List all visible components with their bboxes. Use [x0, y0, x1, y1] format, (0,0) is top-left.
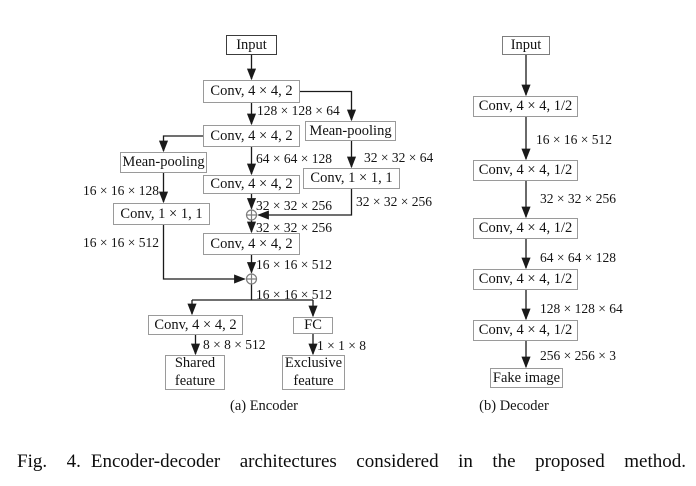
circled-plus-icon: [247, 274, 257, 284]
encoder-conv4-box: Conv, 4 × 4, 2: [203, 233, 300, 255]
decoder-input-box: Input: [502, 36, 550, 55]
decoder-conv3-box: Conv, 4 × 4, 1/2: [473, 218, 578, 239]
circled-plus-icon: [247, 210, 257, 220]
encoder-conv5-box: Conv, 4 × 4, 2: [148, 315, 243, 335]
dim-label-8x8x512: 8 × 8 × 512: [203, 337, 266, 352]
dim-label-64x64x128-dec: 64 × 64 × 128: [540, 250, 616, 265]
encoder-subcaption: (a) Encoder: [229, 398, 299, 414]
dim-label-256x256x3-dec: 256 × 256 × 3: [540, 348, 616, 363]
figure-caption-text: Encoder-decoder architectures considered in the proposed method.: [90, 451, 686, 472]
encoder-input-box: Input: [226, 35, 277, 55]
encoder-exclusive-feature-box: Exclusive feature: [282, 355, 345, 390]
dim-label-32x32x64: 32 × 32 × 64: [364, 150, 434, 165]
dim-label-32x32x256-post-add: 32 × 32 × 256: [256, 220, 332, 235]
encoder-fc-box: FC: [293, 317, 333, 334]
encoder-mean-pooling-right-box: Mean-pooling: [305, 121, 396, 141]
encoder-conv1x1-left-box: Conv, 1 × 1, 1: [113, 203, 210, 225]
dim-label-16x16x512-pre-add: 16 × 16 × 512: [256, 257, 332, 272]
encoder-conv1x1-right-box: Conv, 1 × 1, 1: [303, 168, 400, 189]
decoder-conv4-box: Conv, 4 × 4, 1/2: [473, 269, 578, 290]
dim-label-32x32x256-pre-add: 32 × 32 × 256: [256, 198, 332, 213]
decoder-conv2-box: Conv, 4 × 4, 1/2: [473, 160, 578, 181]
dim-label-128x128x64-dec: 128 × 128 × 64: [540, 301, 623, 316]
dim-label-32x32x256-right: 32 × 32 × 256: [356, 194, 432, 209]
encoder-conv2-box: Conv, 4 × 4, 2: [203, 125, 300, 147]
dim-label-16x16x512-post-add: 16 × 16 × 512: [256, 287, 332, 302]
encoder-conv3-box: Conv, 4 × 4, 2: [203, 175, 300, 194]
decoder-fake-image-box: Fake image: [490, 368, 563, 388]
decoder-subcaption: (b) Decoder: [479, 398, 549, 414]
dim-label-32x32x256-dec: 32 × 32 × 256: [540, 191, 616, 206]
decoder-conv5-box: Conv, 4 × 4, 1/2: [473, 320, 578, 341]
figure-caption-tag: Fig. 4.: [17, 451, 81, 472]
dim-label-64x64x128: 64 × 64 × 128: [256, 151, 332, 166]
dim-label-1x1x8: 1 × 1 × 8: [317, 338, 366, 353]
encoder-shared-feature-box: Shared feature: [165, 355, 225, 390]
dim-label-16x16x512-left: 16 × 16 × 512: [83, 235, 159, 250]
encoder-conv1-box: Conv, 4 × 4, 2: [203, 80, 300, 103]
dim-label-128x128x64: 128 × 128 × 64: [257, 103, 340, 118]
figure-caption: [17, 451, 686, 473]
dim-label-16x16x512-dec: 16 × 16 × 512: [536, 132, 612, 147]
decoder-conv1-box: Conv, 4 × 4, 1/2: [473, 96, 578, 117]
encoder-mean-pooling-left-box: Mean-pooling: [120, 152, 207, 173]
dim-label-16x16x128: 16 × 16 × 128: [83, 183, 159, 198]
